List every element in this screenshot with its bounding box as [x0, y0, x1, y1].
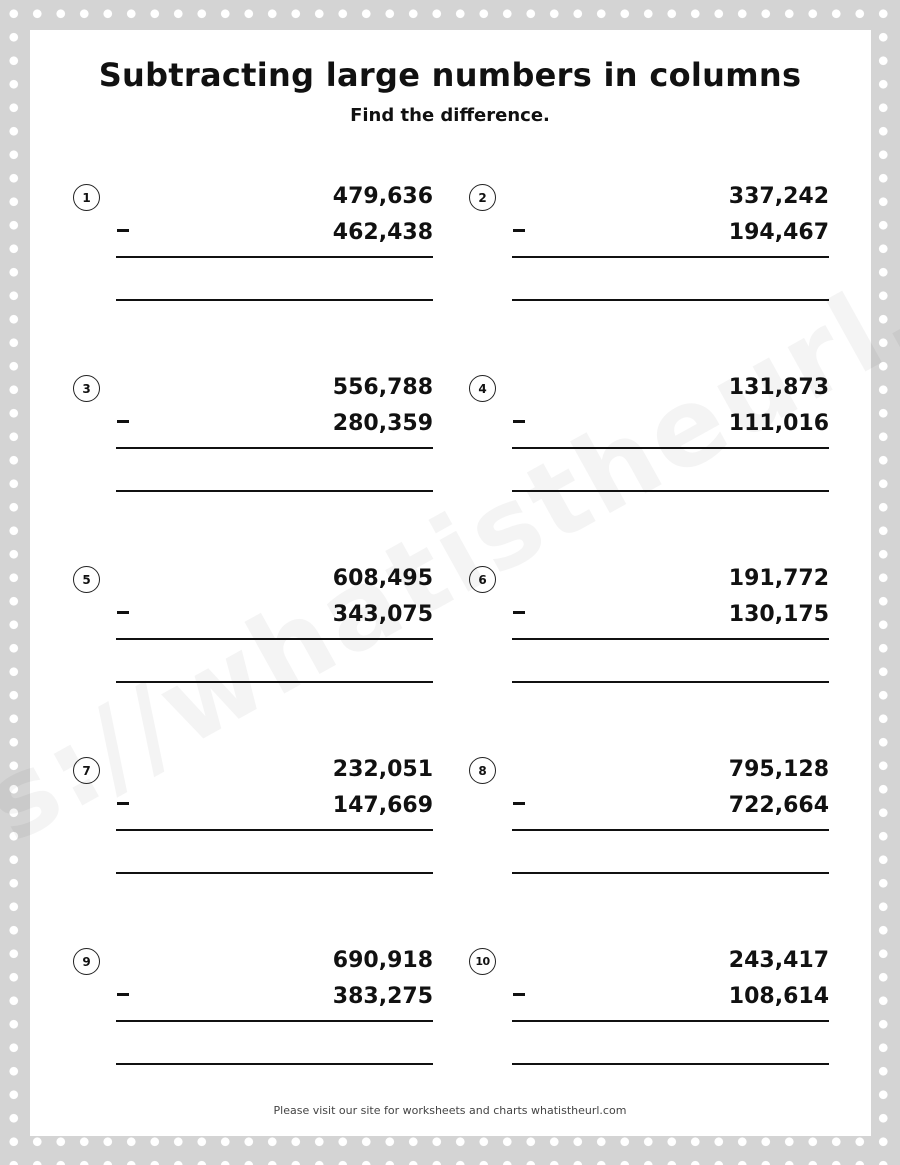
subtrahend: 462,438: [332, 220, 433, 245]
minus-sign: [117, 993, 129, 996]
minuend: 556,788: [332, 375, 433, 400]
sum-line: [116, 638, 433, 640]
problem-number: 3: [73, 375, 100, 402]
problem: [469, 757, 829, 887]
minus-sign: [513, 802, 525, 805]
subtrahend: 130,175: [728, 602, 829, 627]
minus-sign: [513, 993, 525, 996]
minuend: 232,051: [332, 757, 433, 782]
answer-line[interactable]: [512, 490, 829, 492]
minus-sign: [117, 802, 129, 805]
problem-number: 8: [469, 757, 496, 784]
minus-sign: [513, 611, 525, 614]
problem-number: 4: [469, 375, 496, 402]
sum-line: [116, 256, 433, 258]
answer-line[interactable]: [512, 872, 829, 874]
minus-sign: [117, 229, 129, 232]
problem-number: 6: [469, 566, 496, 593]
problem-number: 1: [73, 184, 100, 211]
minuend: 243,417: [728, 948, 829, 973]
subtrahend: 108,614: [728, 984, 829, 1009]
problem: [73, 757, 433, 887]
subtrahend: 383,275: [332, 984, 433, 1009]
minuend: 795,128: [728, 757, 829, 782]
problem: [469, 948, 829, 1078]
problem: [469, 375, 829, 505]
sum-line: [512, 829, 829, 831]
problem-number: 2: [469, 184, 496, 211]
minus-sign: [117, 611, 129, 614]
problem: [73, 375, 433, 505]
minuend: 690,918: [332, 948, 433, 973]
subtrahend: 111,016: [728, 411, 829, 436]
problem-number: 10: [469, 948, 496, 975]
answer-line[interactable]: [116, 872, 433, 874]
subtrahend: 194,467: [728, 220, 829, 245]
minuend: 337,242: [728, 184, 829, 209]
sum-line: [512, 256, 829, 258]
problem: [73, 184, 433, 314]
sum-line: [512, 447, 829, 449]
minuend: 608,495: [332, 566, 433, 591]
subtrahend: 280,359: [332, 411, 433, 436]
instructions: Find the difference.: [350, 105, 550, 126]
answer-line[interactable]: [512, 1063, 829, 1065]
problem: [73, 566, 433, 696]
subtrahend: 147,669: [332, 793, 433, 818]
answer-line[interactable]: [116, 299, 433, 301]
footer-note: Please visit our site for worksheets and charts whatistheurl.com: [273, 1104, 627, 1117]
answer-line[interactable]: [512, 299, 829, 301]
subtrahend: 722,664: [728, 793, 829, 818]
sum-line: [512, 1020, 829, 1022]
sum-line: [116, 829, 433, 831]
answer-line[interactable]: [512, 681, 829, 683]
page-title: Subtracting large numbers in columns: [98, 56, 802, 94]
answer-line[interactable]: [116, 490, 433, 492]
minuend: 479,636: [332, 184, 433, 209]
subtrahend: 343,075: [332, 602, 433, 627]
sum-line: [116, 447, 433, 449]
answer-line[interactable]: [116, 1063, 433, 1065]
minuend: 131,873: [728, 375, 829, 400]
minus-sign: [117, 420, 129, 423]
minus-sign: [513, 420, 525, 423]
minuend: 191,772: [728, 566, 829, 591]
problem: [469, 184, 829, 314]
problem: [469, 566, 829, 696]
problem-number: 5: [73, 566, 100, 593]
sum-line: [116, 1020, 433, 1022]
answer-line[interactable]: [116, 681, 433, 683]
problem-number: 7: [73, 757, 100, 784]
problem: [73, 948, 433, 1078]
sum-line: [512, 638, 829, 640]
minus-sign: [513, 229, 525, 232]
problem-number: 9: [73, 948, 100, 975]
